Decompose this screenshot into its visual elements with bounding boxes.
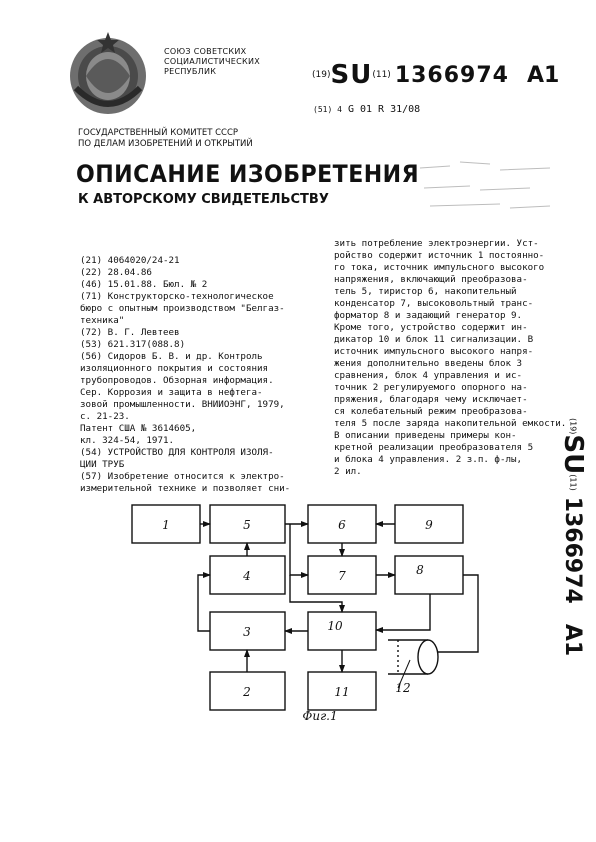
union-line-3: РЕСПУБЛИК (164, 67, 217, 76)
biblio-line: техника" (80, 315, 125, 326)
block-11-label: 11 (334, 685, 350, 699)
biblio-line: измерительной технике и позволяет сни- (80, 483, 291, 494)
biblio-line: ЦИИ ТРУБ (80, 459, 125, 470)
union-line-1: СОЮЗ СОВЕТСКИХ (164, 47, 247, 56)
biblio-line: изоляционного покрытия и состояния (80, 363, 269, 374)
biblio-line: трубопроводов. Обзорная информация. (80, 375, 274, 386)
abstract-line: дикатор 10 и блок 11 сигнализации. В (334, 334, 534, 345)
biblio-line: Патент США № 3614605, (80, 423, 197, 434)
document-title: ОПИСАНИЕ ИЗОБРЕТЕНИЯ (76, 160, 420, 188)
biblio-line: бюро с опытным производством "Белгаз- (80, 303, 285, 314)
biblio-line: (54) УСТРОЙСТВО ДЛЯ КОНТРОЛЯ ИЗОЛЯ- (80, 447, 274, 458)
side-code-11: (11) (568, 474, 578, 491)
side-patent-number-text: 1366974 (560, 496, 586, 604)
code-51: (51) 4 (313, 105, 342, 114)
abstract-line: Кроме того, устройство содержит ин- (334, 322, 528, 333)
block-6-label: 6 (338, 518, 346, 532)
abstract-line: и блока 4 управления. 2 з.п. ф-лы, (334, 454, 523, 465)
block-7-label: 7 (338, 569, 346, 583)
abstract-line: го тока, источник импульсного высокого (334, 262, 545, 273)
ipc-code: G 01 R 31/08 (347, 104, 421, 115)
abstract-line: форматор 8 и задающий генератор 9. (334, 310, 523, 321)
biblio-line: (22) 28.04.86 (80, 267, 152, 278)
side-kind-code: A1 (560, 623, 586, 657)
block-4-label: 4 (243, 569, 251, 583)
biblio-line: с. 21-23. (80, 411, 130, 422)
biblio-line: (56) Сидоров Б. В. и др. Контроль (80, 351, 263, 362)
block-5-label: 5 (243, 518, 251, 532)
abstract-line: теля 5 после заряда накопительной емкости. (334, 418, 567, 429)
block-8-label: 8 (416, 563, 424, 577)
country-code: SU (330, 60, 373, 90)
biblio-line: зовой промышленности. ВНИИОЭНГ, 1979, (80, 399, 285, 410)
abstract-line: зить потребление электроэнергии. Уст- (334, 238, 539, 249)
block-1-label: 1 (162, 518, 170, 532)
abstract-line: ройство содержит источник 1 постоянно- (334, 250, 545, 261)
biblio-line: (72) В. Г. Левтеев (80, 327, 180, 338)
abstract-line: источник импульсного высокого напря- (334, 346, 534, 357)
abstract-line: 2 ил. (334, 466, 362, 477)
biblio-line: (53) 621.317(088.8) (80, 339, 186, 350)
abstract-line: сравнения, блок 4 управления и ис- (334, 370, 523, 381)
biblio-line: (57) Изобретение относится к электро- (80, 471, 285, 482)
abstract-line: пряжения, благодаря чему исключает- (334, 394, 528, 405)
abstract-line: точник 2 регулируемого опорного на- (334, 382, 528, 393)
abstract-line: жения дополнительно введены блок 3 (334, 358, 523, 369)
biblio-line: Сер. Коррозия и защита в нефтега- (80, 387, 263, 398)
abstract-line: конденсатор 7, высоковольтный транс- (334, 298, 534, 309)
kind-code: A1 (526, 62, 560, 88)
abstract-line: В описании приведены примеры кон- (334, 430, 517, 441)
pipe-label: 12 (395, 681, 411, 695)
committee-line-1: ГОСУДАРСТВЕННЫЙ КОМИТЕТ СССР (78, 128, 239, 138)
biblio-line: кл. 324-54, 1971. (80, 435, 175, 446)
biblio-line: (71) Конструкторско-технологическое (80, 291, 274, 302)
code-11: (11) (372, 70, 391, 80)
abstract-line: кретной реализации преобразователя 5 (334, 442, 534, 453)
block-2-label: 2 (243, 685, 251, 699)
block-3-label: 3 (243, 625, 251, 639)
code-19: (19) (312, 70, 331, 80)
abstract-line: тель 5, тиристор 6, накопительный (334, 286, 517, 297)
block-9-label: 9 (425, 518, 433, 532)
figure-caption: Фиг.1 (302, 709, 338, 723)
union-line-2: СОЦИАЛИСТИЧЕСКИХ (164, 57, 261, 66)
patent-number: 1366974 (394, 62, 509, 88)
side-code-19: (19) (568, 418, 578, 435)
block-10-label: 10 (327, 619, 343, 633)
side-country-code: SU (558, 434, 588, 475)
document-subtitle: К АВТОРСКОМУ СВИДЕТЕЛЬСТВУ (78, 192, 329, 207)
abstract-line: ся колебательный режим преобразова- (334, 406, 528, 417)
abstract-line: напряжения, включающий преобразова- (334, 274, 528, 285)
committee-line-2: ПО ДЕЛАМ ИЗОБРЕТЕНИЙ И ОТКРЫТИЙ (78, 139, 253, 149)
biblio-line: (21) 4064020/24-21 (80, 255, 180, 266)
biblio-line: (46) 15.01.88. Бюл. № 2 (80, 279, 208, 290)
block-8 (395, 556, 463, 594)
